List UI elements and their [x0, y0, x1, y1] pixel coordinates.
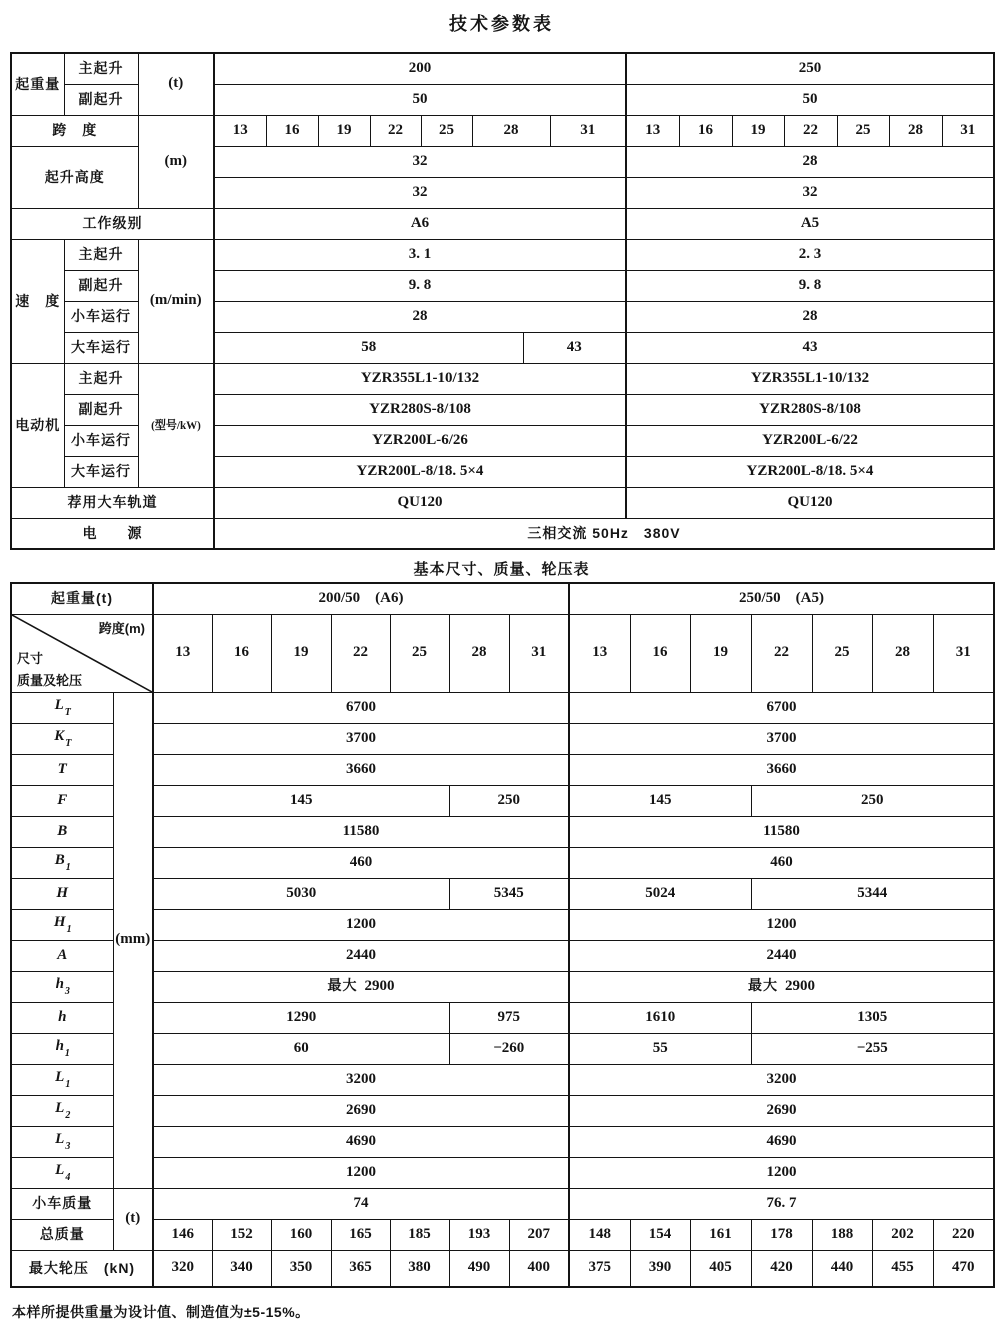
row-header-cell: 速 度 — [11, 239, 64, 363]
row-header-cell: 工作级别 — [11, 208, 214, 239]
value-cell: 1200 — [153, 909, 569, 940]
row-header-cell: 主起升 — [64, 53, 138, 84]
value-cell: −260 — [449, 1033, 569, 1064]
value-cell: 390 — [630, 1250, 690, 1287]
value-cell: 1290 — [153, 1002, 449, 1033]
value-cell: 25 — [421, 115, 472, 146]
table-row — [11, 1250, 994, 1287]
diag-label-size: 尺寸 — [17, 650, 44, 666]
value-cell: 22 — [331, 614, 390, 692]
value-cell: 185 — [390, 1219, 449, 1250]
diagonal-header-cell — [11, 614, 153, 692]
value-cell: B — [11, 816, 113, 847]
value-cell: A — [11, 940, 113, 971]
dimension-symbol-cell: $L_4$ — [11, 1157, 113, 1188]
row-header-cell: 荐用大车轨道 — [11, 487, 214, 518]
value-cell: 最大 2900 — [153, 971, 569, 1002]
table-row — [11, 723, 994, 754]
value-cell: 31 — [933, 614, 994, 692]
value-cell: 200 — [214, 53, 626, 84]
table-row — [11, 816, 994, 847]
value-cell: 193 — [449, 1219, 509, 1250]
value-cell: 3700 — [569, 723, 994, 754]
value-cell: 152 — [212, 1219, 271, 1250]
table-row — [11, 878, 994, 909]
row-header-cell: 起升高度 — [11, 146, 138, 208]
value-cell: 340 — [212, 1250, 271, 1287]
table-row — [11, 1188, 994, 1219]
dimension-symbol-cell: $K_T$ — [11, 723, 113, 754]
value-cell: 55 — [569, 1033, 751, 1064]
value-cell: 250 — [449, 785, 569, 816]
dimension-symbol-cell: $H_1$ — [11, 909, 113, 940]
value-cell: 11580 — [153, 816, 569, 847]
value-cell: 165 — [331, 1219, 390, 1250]
footnote: 本样所提供重量为设计值、制造值为±5-15%。 — [12, 1304, 310, 1320]
value-cell: 13 — [626, 115, 679, 146]
value-cell: 25 — [812, 614, 872, 692]
value-cell: (m/min) — [138, 239, 214, 363]
value-cell: A6 — [214, 208, 626, 239]
value-cell: 13 — [569, 614, 630, 692]
table-row — [11, 785, 994, 816]
value-cell: 250 — [751, 785, 994, 816]
value-cell: 16 — [212, 614, 271, 692]
table-row — [11, 53, 994, 84]
value-cell: 1305 — [751, 1002, 994, 1033]
row-header-cell: 小车质量 — [11, 1188, 113, 1219]
value-cell: YZR200L-6/26 — [214, 425, 626, 456]
value-cell: QU120 — [214, 487, 626, 518]
value-cell: T — [11, 754, 113, 785]
value-cell: 145 — [153, 785, 449, 816]
value-cell: 188 — [812, 1219, 872, 1250]
value-cell: 74 — [153, 1188, 569, 1219]
table-row — [11, 487, 994, 518]
value-cell: 1200 — [569, 909, 994, 940]
dimension-symbol-cell: $h_1$ — [11, 1033, 113, 1064]
value-cell: 202 — [872, 1219, 933, 1250]
table-row — [11, 909, 994, 940]
value-cell: 22 — [370, 115, 421, 146]
value-cell: 460 — [153, 847, 569, 878]
value-cell: 31 — [550, 115, 626, 146]
value-cell: 16 — [679, 115, 732, 146]
value-cell: 2690 — [569, 1095, 994, 1126]
value-cell: YZR355L1-10/132 — [626, 363, 994, 394]
value-cell: 25 — [837, 115, 889, 146]
row-header-cell: 跨 度 — [11, 115, 138, 146]
value-cell: 400 — [509, 1250, 569, 1287]
value-cell: 19 — [690, 614, 751, 692]
value-cell: 50 — [214, 84, 626, 115]
dimensions-mass-wheel-pressure-table — [10, 582, 995, 1288]
value-cell: 25 — [390, 614, 449, 692]
value-cell: 5345 — [449, 878, 569, 909]
table-row — [11, 363, 994, 394]
value-cell: (m) — [138, 115, 214, 208]
value-cell: 2440 — [569, 940, 994, 971]
value-cell: 250/50 (A5) — [569, 583, 994, 614]
value-cell: 405 — [690, 1250, 751, 1287]
value-cell: 28 — [626, 146, 994, 177]
value-cell: 32 — [214, 177, 626, 208]
value-cell: 455 — [872, 1250, 933, 1287]
value-cell: 31 — [509, 614, 569, 692]
value-cell: H — [11, 878, 113, 909]
value-cell: 32 — [214, 146, 626, 177]
value-cell: 9. 8 — [214, 270, 626, 301]
value-cell: 320 — [153, 1250, 212, 1287]
value-cell: h — [11, 1002, 113, 1033]
value-cell: 2440 — [153, 940, 569, 971]
value-cell: 22 — [784, 115, 837, 146]
value-cell: 5344 — [751, 878, 994, 909]
value-cell: 220 — [933, 1219, 994, 1250]
value-cell: 43 — [523, 332, 626, 363]
row-header-cell: 主起升 — [64, 239, 138, 270]
table-row — [11, 1064, 994, 1095]
dimension-symbol-cell: $h_3$ — [11, 971, 113, 1002]
value-cell: 375 — [569, 1250, 630, 1287]
value-cell: 146 — [153, 1219, 212, 1250]
table2-title: 基本尺寸、质量、轮压表 — [413, 561, 590, 578]
value-cell: 28 — [472, 115, 550, 146]
row-header-cell: 副起升 — [64, 84, 138, 115]
value-cell: −255 — [751, 1033, 994, 1064]
table-row — [11, 518, 994, 549]
table-row — [11, 239, 994, 270]
value-cell: 975 — [449, 1002, 569, 1033]
table-row — [11, 940, 994, 971]
value-cell: (t) — [113, 1188, 153, 1250]
value-cell: 32 — [626, 177, 994, 208]
value-cell: 207 — [509, 1219, 569, 1250]
table-row — [11, 1157, 994, 1188]
value-cell: 5024 — [569, 878, 751, 909]
row-header-cell: 最大轮压 (kN) — [11, 1250, 153, 1287]
table-row — [11, 1002, 994, 1033]
value-cell: 19 — [732, 115, 784, 146]
value-cell: 6700 — [153, 692, 569, 723]
row-header-cell: 起重量(t) — [11, 583, 153, 614]
value-cell: 19 — [318, 115, 370, 146]
value-cell: 3660 — [569, 754, 994, 785]
table-row — [11, 971, 994, 1002]
value-cell: 22 — [751, 614, 812, 692]
row-header-cell: 起重量 — [11, 53, 64, 115]
value-cell: 11580 — [569, 816, 994, 847]
value-cell: 3. 1 — [214, 239, 626, 270]
value-cell: 460 — [569, 847, 994, 878]
dimension-symbol-cell: $L_2$ — [11, 1095, 113, 1126]
row-header-cell: 副起升 — [64, 270, 138, 301]
value-cell: 154 — [630, 1219, 690, 1250]
value-cell: 3660 — [153, 754, 569, 785]
value-cell: 6700 — [569, 692, 994, 723]
value-cell: 16 — [266, 115, 318, 146]
value-cell: 13 — [153, 614, 212, 692]
value-cell: 最大 2900 — [569, 971, 994, 1002]
value-cell: 380 — [390, 1250, 449, 1287]
value-cell: 160 — [271, 1219, 331, 1250]
table1-container — [0, 52, 1003, 550]
value-cell: YZR200L-8/18. 5×4 — [626, 456, 994, 487]
value-cell: 76. 7 — [569, 1188, 994, 1219]
row-header-cell: 主起升 — [64, 363, 138, 394]
value-cell: 1610 — [569, 1002, 751, 1033]
value-cell: 31 — [942, 115, 994, 146]
table-row — [11, 847, 994, 878]
value-cell: 365 — [331, 1250, 390, 1287]
table-row — [11, 692, 994, 723]
row-header-cell: 小车运行 — [64, 301, 138, 332]
diag-label-mass-wheelpressure: 质量及轮压 — [17, 672, 83, 688]
row-header-cell: 大车运行 — [64, 456, 138, 487]
value-cell: 28 — [872, 614, 933, 692]
value-cell: 250 — [626, 53, 994, 84]
value-cell: 178 — [751, 1219, 812, 1250]
value-cell: 28 — [889, 115, 942, 146]
table-row — [11, 1033, 994, 1064]
value-cell: 5030 — [153, 878, 449, 909]
table-row — [11, 583, 994, 614]
value-cell: 9. 8 — [626, 270, 994, 301]
value-cell: F — [11, 785, 113, 816]
row-header-cell: 电动机 — [11, 363, 64, 487]
value-cell: 490 — [449, 1250, 509, 1287]
table1-title: 技术参数表 — [449, 14, 554, 34]
table-row — [11, 614, 994, 692]
value-cell: 60 — [153, 1033, 449, 1064]
value-cell: 19 — [271, 614, 331, 692]
value-cell: 13 — [214, 115, 266, 146]
row-header-cell: 三相交流 50Hz 380V — [214, 518, 994, 549]
dimension-symbol-cell: $L_3$ — [11, 1126, 113, 1157]
value-cell: 148 — [569, 1219, 630, 1250]
table2-container — [0, 582, 1003, 1288]
value-cell: 4690 — [153, 1126, 569, 1157]
value-cell: 1200 — [153, 1157, 569, 1188]
row-header-cell: 小车运行 — [64, 425, 138, 456]
value-cell: YZR200L-6/22 — [626, 425, 994, 456]
value-cell: QU120 — [626, 487, 994, 518]
row-header-cell: 副起升 — [64, 394, 138, 425]
value-cell: 2690 — [153, 1095, 569, 1126]
value-cell: 16 — [630, 614, 690, 692]
value-cell: 2. 3 — [626, 239, 994, 270]
table-row — [11, 208, 994, 239]
value-cell: 28 — [214, 301, 626, 332]
value-cell: 420 — [751, 1250, 812, 1287]
table-row — [11, 754, 994, 785]
value-cell: 58 — [214, 332, 523, 363]
table-row — [11, 1095, 994, 1126]
table-row — [11, 1126, 994, 1157]
value-cell: 3200 — [153, 1064, 569, 1095]
value-cell: 470 — [933, 1250, 994, 1287]
value-cell: YZR355L1-10/132 — [214, 363, 626, 394]
dimension-symbol-cell: $L_1$ — [11, 1064, 113, 1095]
value-cell: 145 — [569, 785, 751, 816]
value-cell: 50 — [626, 84, 994, 115]
value-cell: YZR280S-8/108 — [626, 394, 994, 425]
value-cell: 161 — [690, 1219, 751, 1250]
value-cell: 440 — [812, 1250, 872, 1287]
row-header-cell: 电 源 — [11, 518, 214, 549]
dimension-symbol-cell: $B_1$ — [11, 847, 113, 878]
value-cell: 3200 — [569, 1064, 994, 1095]
dimension-symbol-cell: $L_T$ — [11, 692, 113, 723]
row-header-cell: 总质量 — [11, 1219, 113, 1250]
value-cell: 200/50 (A6) — [153, 583, 569, 614]
value-cell: 3700 — [153, 723, 569, 754]
value-cell: 28 — [626, 301, 994, 332]
table-row — [11, 115, 994, 146]
value-cell: 28 — [449, 614, 509, 692]
value-cell: YZR280S-8/108 — [214, 394, 626, 425]
table-row — [11, 1219, 994, 1250]
value-cell: (mm) — [113, 692, 153, 1188]
value-cell: 1200 — [569, 1157, 994, 1188]
value-cell: (t) — [138, 53, 214, 115]
diag-label-span: 跨度(m) — [98, 620, 145, 636]
technical-parameters-table — [10, 52, 995, 550]
value-cell: YZR200L-8/18. 5×4 — [214, 456, 626, 487]
value-cell: 43 — [626, 332, 994, 363]
value-cell: 4690 — [569, 1126, 994, 1157]
value-cell: A5 — [626, 208, 994, 239]
value-cell: 350 — [271, 1250, 331, 1287]
value-cell: (型号/kW) — [138, 363, 214, 487]
row-header-cell: 大车运行 — [64, 332, 138, 363]
